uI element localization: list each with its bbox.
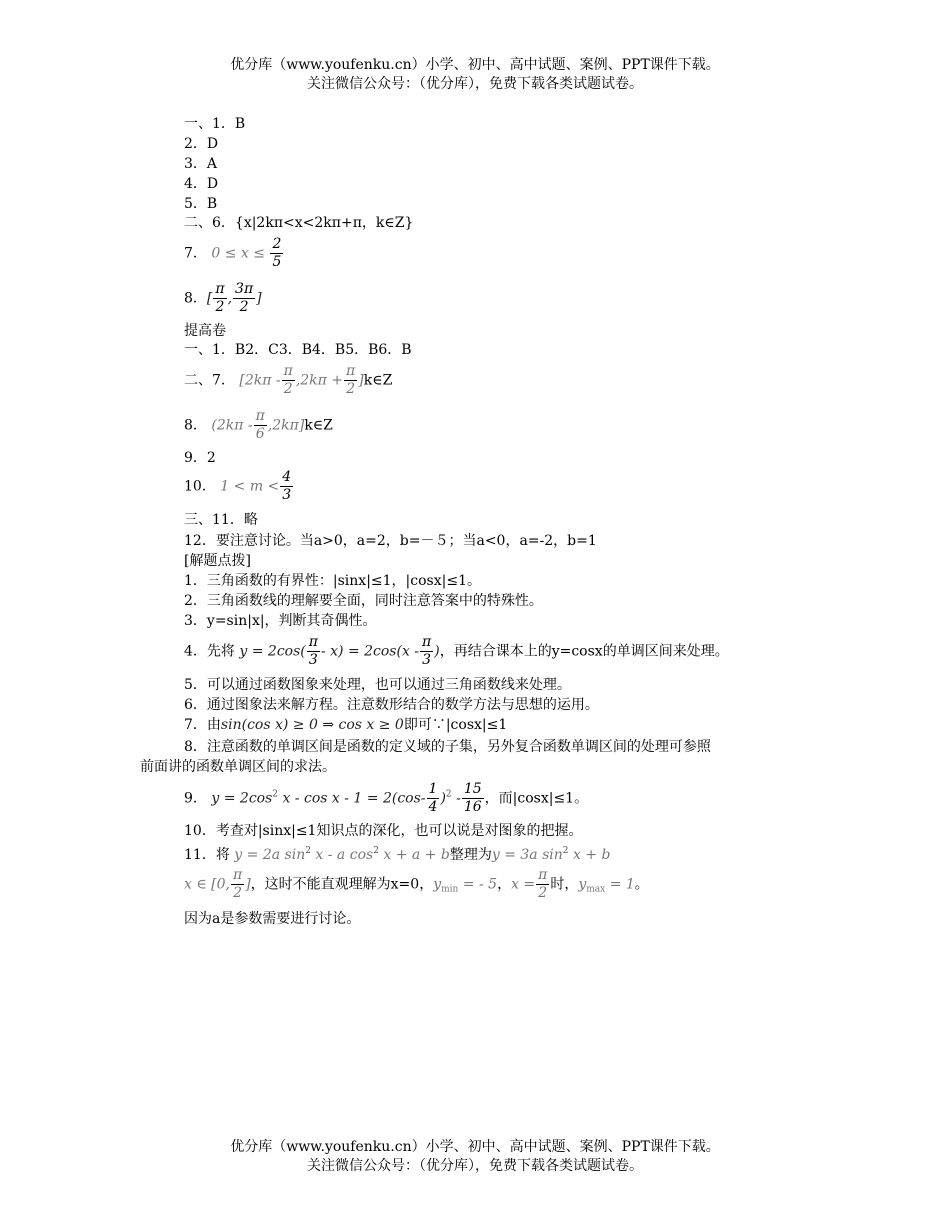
hint-3: 3．y=sin|x|，判断其奇偶性。 [184, 613, 377, 629]
label: 10． [184, 478, 216, 495]
text: ， [497, 876, 512, 893]
answer-8 [184, 281, 262, 316]
superscript: 2 [562, 846, 569, 856]
numerator: π [255, 408, 265, 424]
answer-7-fraction [270, 236, 283, 271]
fraction [420, 634, 433, 669]
page-footer [0, 1138, 950, 1176]
hint-5: 5．可以通过函数图象来处理，也可以通过三角函数线来处理。 [184, 677, 571, 693]
connector: 整理为 [449, 847, 492, 863]
text: ，这时不能直观理解为x=0， [250, 876, 434, 893]
fraction [427, 781, 440, 816]
denominator: 2 [215, 299, 225, 315]
expr-part: y = 2a sin [234, 847, 306, 863]
label: 7．由 [184, 717, 221, 733]
label: 4．先将 [184, 643, 235, 660]
hints-title: [解题点拨] [184, 553, 251, 569]
subscript: max [586, 884, 606, 895]
hint-6: 6．通过图象法来解方程。注意数形结合的数学方法与思想的运用。 [184, 697, 599, 713]
label: 二、7． [184, 372, 235, 389]
answer-5: 5．B [184, 196, 218, 212]
answer-2: 2．D [184, 136, 219, 152]
answer-3: 3．A [184, 156, 218, 172]
expr-part: - x) = 2cos(x - [320, 643, 420, 660]
denominator: 2 [283, 381, 293, 397]
expr-part: x - a cos [310, 847, 374, 863]
footer-line-1: 优分库（www.youfenku.cn）小学、初中、高中试题、案例、PPT课件下载。 [230, 1139, 720, 1155]
footer-line-2: 关注微信公众号：（优分库），免费下载各类试题试卷。 [307, 1158, 643, 1174]
advanced-answer-1: 一、1．B2．C3．B4．B5．B6．B [184, 342, 412, 358]
advanced-answer-11: 三、11．略 [184, 512, 258, 528]
denominator: 2 [239, 299, 249, 315]
advanced-answer-9: 9．2 [184, 450, 216, 466]
tail: 即可∵|cosx|≤1 [403, 717, 508, 733]
hint-8-line-1: 8．注意函数的单调区间是函数的定义域的子集，另外复合函数单调区间的处理可参照 [184, 739, 711, 755]
numerator: π [346, 363, 356, 379]
denominator: 2 [233, 885, 243, 901]
expr-part: y [433, 876, 442, 893]
expr-part: = 1 [605, 876, 635, 893]
fraction [280, 469, 293, 504]
superscript: 2 [272, 789, 279, 800]
final-note: 因为a是参数需要进行讨论。 [184, 911, 361, 927]
expr-part: y = 2cos( [239, 643, 306, 660]
bracket-open: [ [206, 290, 213, 307]
advanced-answer-10 [184, 469, 294, 504]
label: 9． [184, 790, 207, 807]
bracket-close: ] [256, 290, 262, 307]
superscript: 2 [445, 789, 452, 800]
expr-part: ] [358, 372, 364, 389]
tail: ，而|cosx|≤1。 [484, 790, 589, 807]
expr-part: = - 5 [458, 876, 498, 893]
text: 时， [550, 876, 579, 893]
tail: k∈Z [363, 372, 393, 389]
denominator: 3 [308, 652, 318, 668]
hint-1: 1．三角函数的有界性：|sinx|≤1，|cosx|≤1。 [184, 573, 481, 589]
fraction [344, 363, 357, 398]
numerator: π [538, 867, 548, 883]
denominator: 5 [272, 254, 282, 270]
expr-part: x + a + b [378, 847, 450, 863]
answer-7-label: 7． [184, 245, 207, 262]
numerator: 15 [463, 781, 482, 797]
hint-9 [184, 781, 588, 816]
text: 。 [634, 876, 649, 893]
hint-8-line-2: 前面讲的函数单调区间的求法。 [140, 759, 336, 775]
denominator: 6 [255, 426, 265, 442]
fraction [233, 281, 255, 316]
fraction [254, 408, 267, 443]
expr-part: ,2kπ] [267, 417, 305, 434]
expr-part: - [451, 790, 461, 807]
page-header [0, 56, 950, 94]
fraction [213, 281, 226, 316]
expr-part: ) [434, 643, 440, 660]
expr-part: y [578, 876, 587, 893]
denominator: 3 [282, 487, 292, 503]
separator: , [227, 290, 233, 307]
advanced-answer-8 [184, 408, 333, 443]
expr-part: x = [511, 876, 536, 893]
numerator: π [232, 867, 243, 883]
hint-7 [184, 716, 507, 734]
answer-8-label: 8． [184, 290, 207, 307]
expr-part: ] [245, 876, 251, 893]
expr-part: x ∈ [0, [184, 876, 230, 893]
header-line-2: 关注微信公众号：（优分库），免费下载各类试题试卷。 [307, 76, 643, 92]
expr-part: (2kπ - [211, 417, 253, 434]
expr-part: ) [440, 790, 446, 807]
answer-6: 二、6．{x|2kπ<x<2kπ+π，k∈Z} [184, 215, 414, 231]
numerator: π [308, 634, 318, 650]
hint-10: 10．考查对|sinx|≤1知识点的深化，也可以说是对图象的把握。 [184, 823, 583, 839]
numerator: 3π [235, 281, 254, 297]
answer-7-expr: 0 ≤ x ≤ [211, 245, 265, 262]
hint-4 [184, 634, 729, 669]
expr-part: ,2kπ + [295, 372, 344, 389]
hint-2: 2．三角函数线的理解要全面，同时注意答案中的特殊性。 [184, 593, 543, 609]
answer-7 [184, 236, 284, 271]
expr-part: y = 2cos [211, 790, 273, 807]
answer-4: 4．D [184, 176, 219, 192]
expr-part: [2kπ - [239, 372, 281, 389]
fraction [307, 634, 320, 669]
header-line-1: 优分库（www.youfenku.cn）小学、初中、高中试题、案例、PPT课件下载。 [230, 57, 720, 73]
superscript: 2 [305, 846, 311, 856]
answer-1: 一、1．B [184, 116, 246, 132]
expr-part: x - cos x - 1 = 2(cos- [278, 790, 426, 807]
numerator: π [283, 363, 293, 379]
tail: ，再结合课本上的y=cosx的单调区间来处理。 [439, 643, 729, 660]
label: 8． [184, 417, 207, 434]
numerator: 1 [428, 781, 438, 797]
numerator: 2 [272, 236, 282, 252]
subscript: min [441, 884, 459, 895]
fraction [462, 781, 484, 816]
label: 11．将 [184, 847, 230, 863]
expr-part: y = 3a sin [491, 847, 563, 863]
hint-11-continued [184, 867, 649, 902]
numerator: π [215, 281, 225, 297]
expr: sin(cos x) ≥ 0 ⇒ cos x ≥ 0 [220, 717, 404, 733]
denominator: 2 [538, 885, 548, 901]
denominator: 2 [346, 381, 356, 397]
numerator: 4 [282, 469, 292, 485]
expr: 1 < m < [220, 478, 280, 495]
superscript: 2 [373, 846, 379, 856]
denominator: 4 [428, 799, 438, 815]
advanced-answer-7 [184, 363, 392, 398]
expr-part: x + b [568, 847, 611, 863]
denominator: 16 [463, 799, 482, 815]
advanced-answer-12: 12．要注意讨论。当a>0，a=2，b=－５；当a<0，a=-2，b=1 [184, 533, 597, 549]
denominator: 3 [422, 652, 432, 668]
fraction [282, 363, 295, 398]
tail: k∈Z [304, 417, 333, 434]
numerator: π [422, 634, 432, 650]
fraction [231, 867, 244, 902]
fraction [536, 867, 549, 902]
hint-11 [184, 842, 610, 864]
advanced-title: 提高卷 [184, 323, 226, 339]
